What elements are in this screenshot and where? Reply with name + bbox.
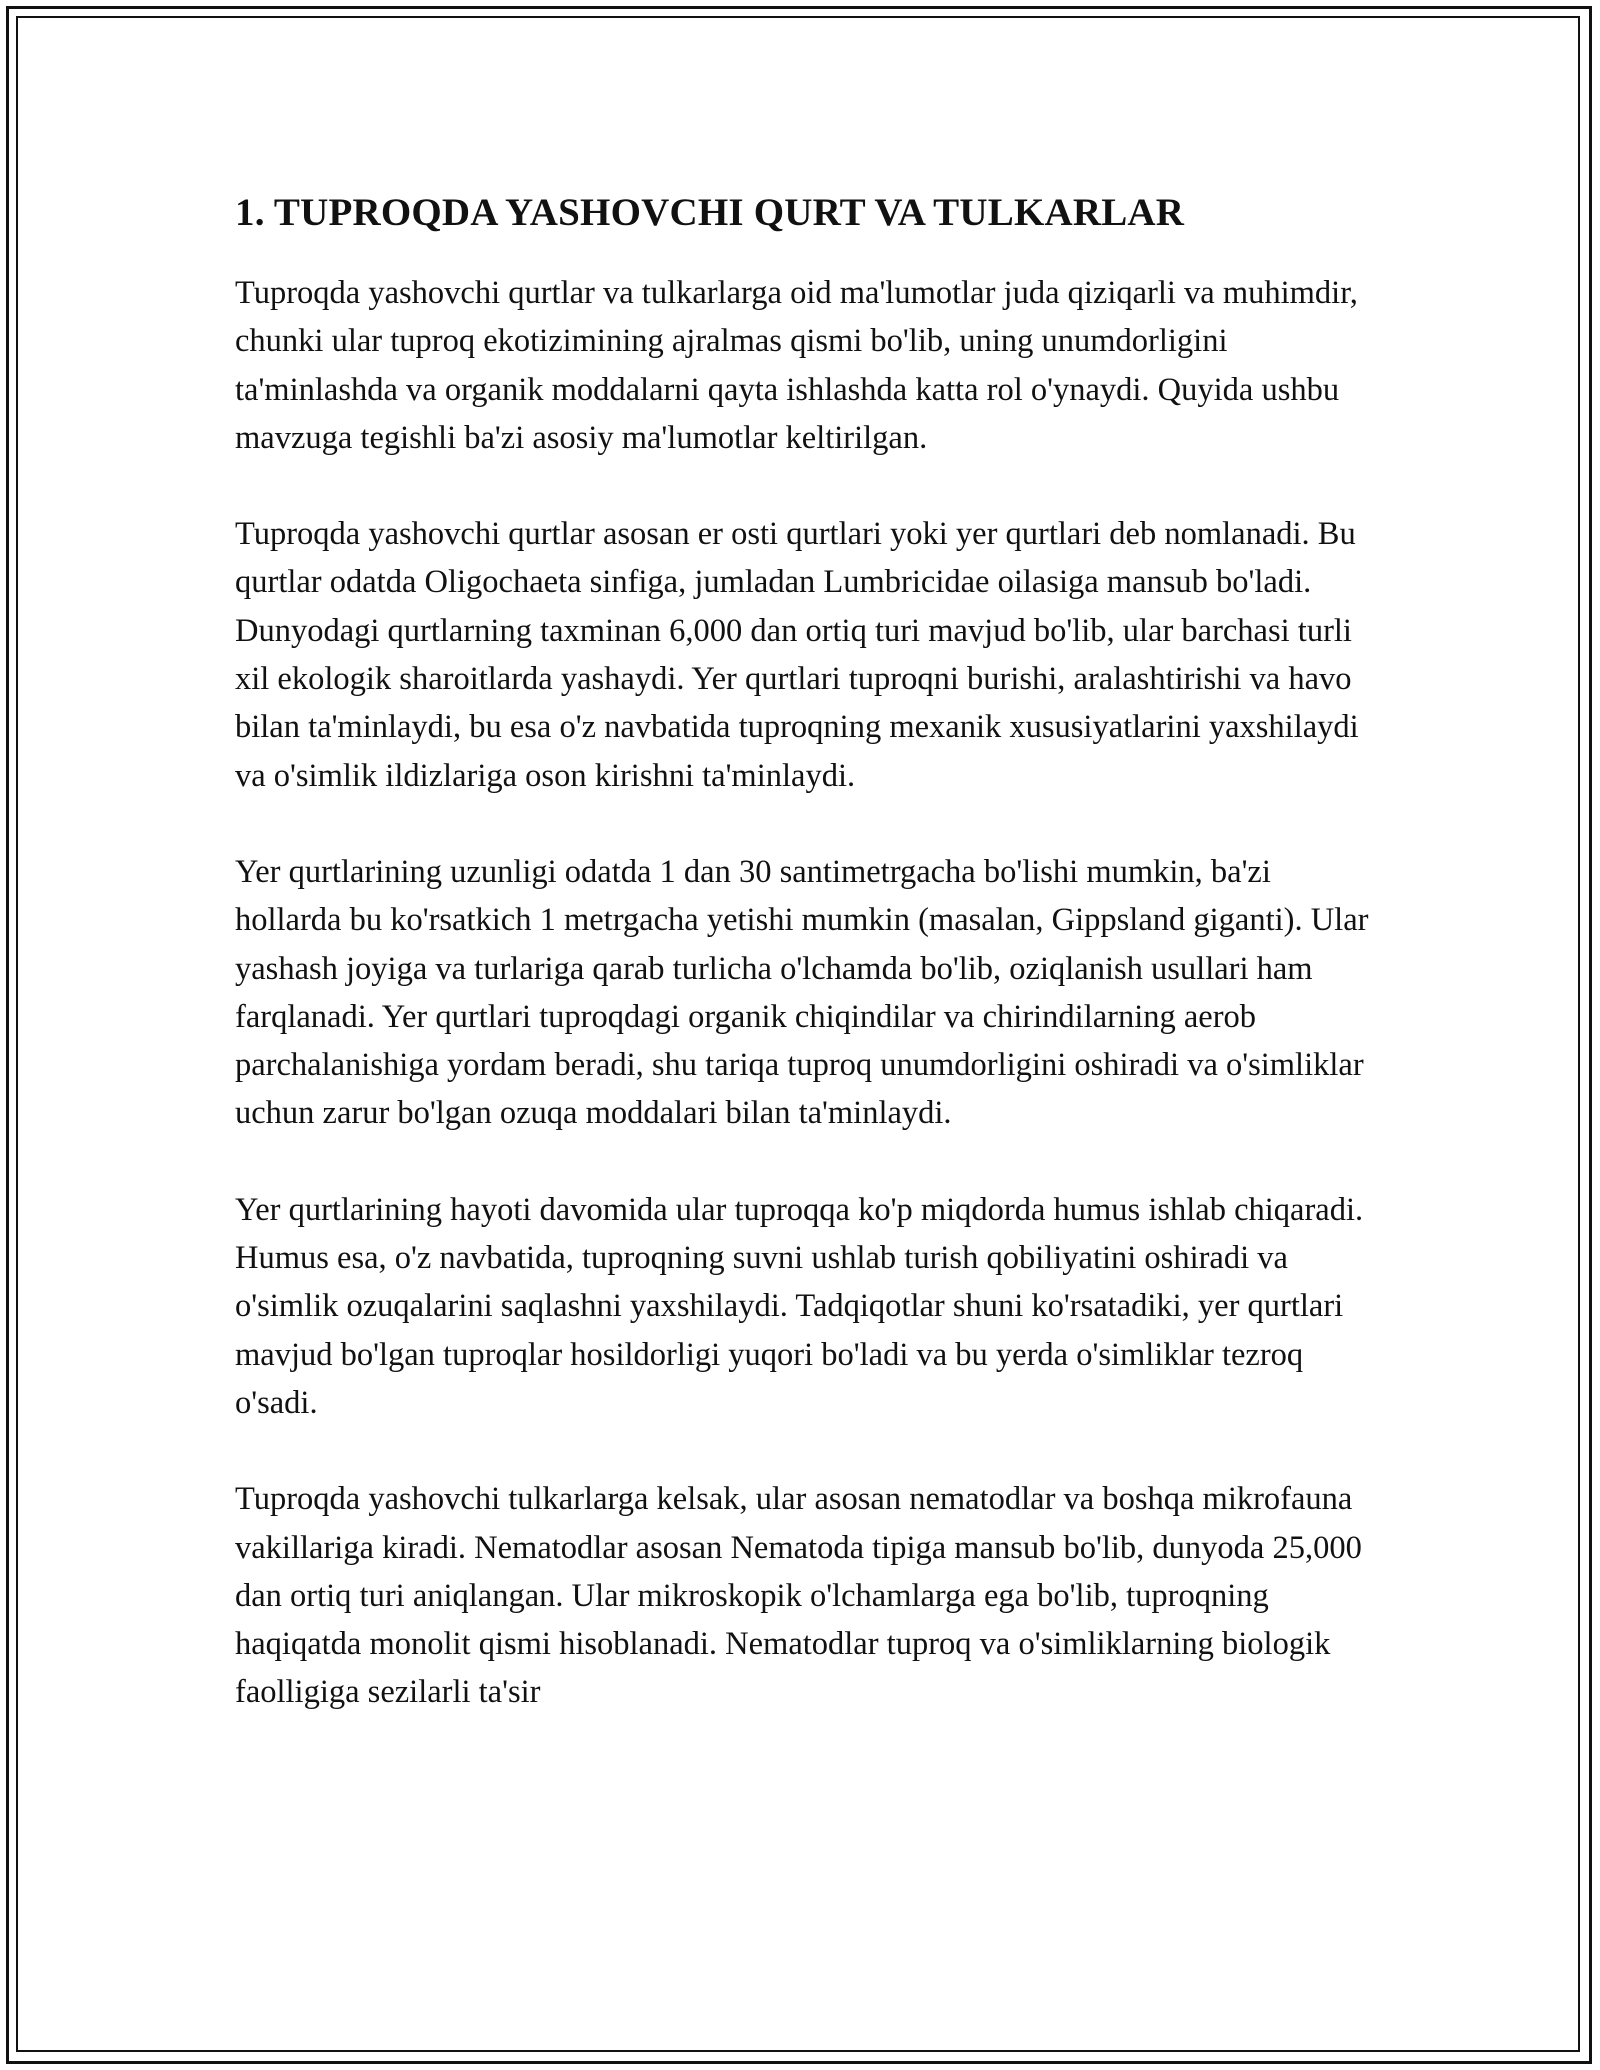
paragraph-earthworm-size: Yer qurtlarining uzunligi odatda 1 dan 30 santimetrgacha bo'lishi mumkin, ba'zi hollarda bu ko'rsatkich 1 metrgacha yetishi mumkin (masalan, Gippsland giganti). Ular yashash joyiga va turlariga qarab turlicha o'lchamda bo'lib, oziqlanish usullari ham farqlanadi. Yer qurtlari tuproqdagi organik chiqindilar va chirindilarning aerob parchalanishiga yordam beradi, shu tariqa tuproq unumdorligini oshiradi va o'simliklar uchun zarur bo'lgan ozuqa moddalari bilan ta'minlaydi. [235,853,1369,1132]
paragraph-humus: Yer qurtlarining hayoti davomida ular tuproqqa ko'p miqdorda humus ishlab chiqaradi. Humus esa, o'z navbatida, tuproqning suvni ushlab turish qobiliyatini oshiradi va o'simlik ozuqalarini saqlashni yaxshilaydi. Tadqiqotlar shuni ko'rsatadiki, yer qurtlari mavjud bo'lgan tuproqlar hosildorligi yuqori bo'ladi va bu yerda o'simliklar tezroq o'sadi. [235,1191,1364,1421]
paragraph-earthworms: Tuproqda yashovchi qurtlar asosan er osti qurtlari yoki yer qurtlari deb nomlanadi. Bu qurtlar odatda Oligochaeta sinfiga, jumladan Lumbricidae oilasiga mansub bo'ladi. Dunyodagi qurtlarning taxminan 6,000 dan ortiq turi mavjud bo'lib, ular barchasi turli xil ekologik sharoitlarda yashaydi. Yer qurtlari tuproqni burishi, aralashtirishi va havo bilan ta'minlaydi, bu esa o'z navbatida tuproqning mexanik xususiyatlarini yaxshilaydi va o'simlik ildizlariga oson kirishni ta'minlaydi. [235,516,1359,794]
paragraph-intro: Tuproqda yashovchi qurtlar va tulkarlarga oid ma'lumotlar juda qiziqarli va muhimdir, chunki ular tuproq ekotizimining ajralmas qismi bo'lib, uning unumdorligini ta'minlashda va organik moddalarni qayta ishlashda katta rol o'ynaydi. Quyida ushbu mavzuga tegishli ba'zi asosiy ma'lumotlar keltirilgan. [235,275,1358,456]
paragraph-nematodes: Tuproqda yashovchi tulkarlarga kelsak, ular asosan nematodlar va boshqa mikrofauna vakillariga kiradi. Nematodlar asosan Nematoda tipiga mansub bo'lib, dunyoda 25,000 dan ortiq turi aniqlangan. Ular mikroskopik o'lchamlarga ega bo'lib, tuproqning haqiqatda monolit qismi hisoblanadi. Nematodlar tuproq va o'simliklarning biologik faolligiga sezilarli ta'sir [235,1481,1362,1711]
document-title: 1. TUPROQDA YASHOVCHI QURT VA TULKARLAR [235,191,1185,234]
document-body [235,185,1375,1717]
